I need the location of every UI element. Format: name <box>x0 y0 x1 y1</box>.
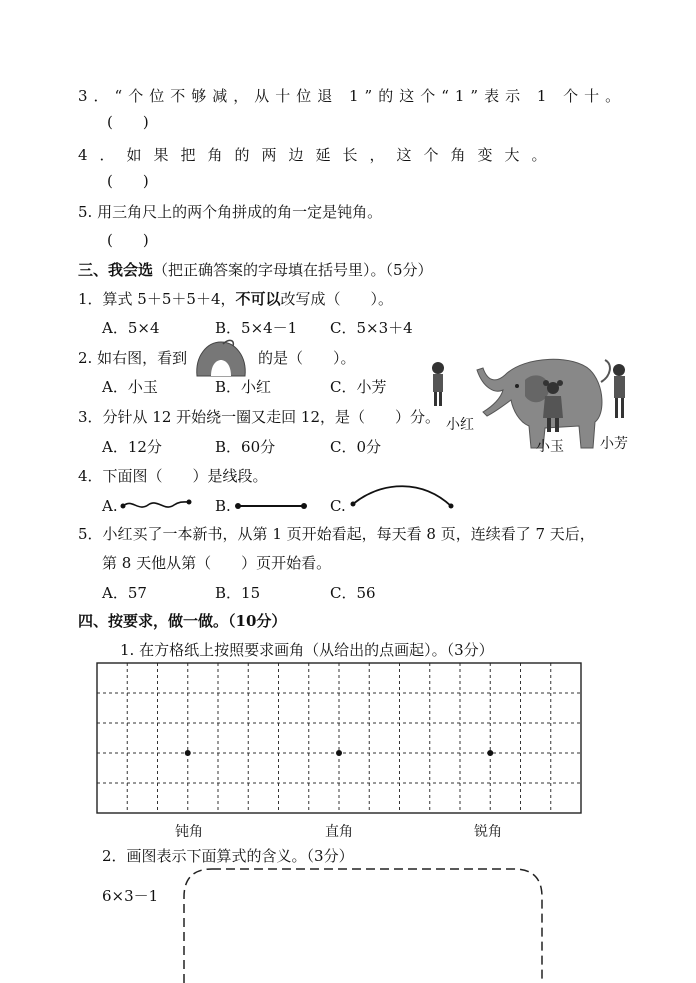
choice-q1-stem: 1．算式 5＋5＋5＋4，不可以改写成（ ）。 <box>78 290 394 308</box>
choice-q2-option-b: B．小红 <box>215 378 272 396</box>
judge-q4-text: 4．如果把角的两边延长，这个角变大。 <box>78 146 559 164</box>
choice-q5-option-a: A．57 <box>102 584 147 602</box>
line-segment-figure <box>234 496 308 514</box>
choice-q3-option-b: B．60分 <box>215 438 276 456</box>
choice-q4-option-c: C. <box>330 497 346 515</box>
elephant-back-view-icon <box>193 336 249 378</box>
choice-q2-option-c: C．小芳 <box>330 378 387 396</box>
grid-label-obtuse: 钝角 <box>175 824 203 840</box>
choice-q3-stem: 3．分针从 12 开始绕一圈又走回 12，是（ ）分。 <box>78 408 441 426</box>
drawing-answer-box[interactable] <box>182 867 544 983</box>
figure-label-xiaoyu: 小玉 <box>536 439 564 455</box>
choice-q4-option-a: A. <box>102 497 118 515</box>
choice-q1-option-b: B．5×4－1 <box>215 319 298 337</box>
choice-q5-option-b: B．15 <box>215 584 261 602</box>
judge-q3-text: 3．“个位不够减，从十位退 1”的这个“1”表示 1 个十。 <box>78 87 627 105</box>
grid-label-right: 直角 <box>325 824 353 840</box>
grid-label-acute: 锐角 <box>474 824 502 840</box>
grid-start-point-obtuse[interactable] <box>185 750 191 756</box>
grid-start-point-right[interactable] <box>336 750 342 756</box>
judge-q5-text: 5. 用三角尺上的两个角拼成的角一定是钝角。 <box>78 203 383 221</box>
draw-q1-instruction: 1. 在方格纸上按照要求画角（从给出的点画起）。（3分） <box>120 641 494 659</box>
choice-q4-option-b: B. <box>215 497 231 515</box>
section4-heading: 四、按要求，做一做。（10分） <box>78 612 287 630</box>
judge-q3-answer-paren[interactable]: ( ) <box>107 113 149 131</box>
choice-q5-stem-line1: 5．小红买了一本新书，从第 1 页开始看起，每天看 8 页，连续看了 7 天后， <box>78 525 595 543</box>
curved-line-figure <box>348 478 456 512</box>
choice-q5-option-c: C．56 <box>330 584 376 602</box>
draw-q2-instruction: 2．画图表示下面算式的含义。（3分） <box>102 847 354 865</box>
draw-q2-expression: 6×3－1 <box>102 887 159 905</box>
figure-label-xiaofang: 小芳 <box>600 436 628 452</box>
choice-q1-option-a: A．5×4 <box>102 319 160 337</box>
section3-heading: 三、我会选（把正确答案的字母填在括号里）。（5分） <box>78 261 433 279</box>
judge-q5-answer-paren[interactable]: ( ) <box>107 231 149 249</box>
wavy-line-figure <box>120 496 192 514</box>
choice-q2-stem-start: 2. 如右图，看到 <box>78 349 188 367</box>
judge-q4-answer-paren[interactable]: ( ) <box>107 172 149 190</box>
choice-q4-stem: 4．下面图（ ）是线段。 <box>78 467 268 485</box>
choice-q3-option-a: A．12分 <box>102 438 162 456</box>
choice-q5-stem-line2: 第 8 天他从第（ ）页开始看。 <box>102 554 332 572</box>
choice-q2-option-a: A．小玉 <box>102 378 158 396</box>
grid-paper[interactable] <box>96 662 582 814</box>
choice-q2-stem-end: 的是（ ）。 <box>258 349 356 367</box>
choice-q1-option-c: C．5×3＋4 <box>330 319 413 337</box>
figure-label-xiaohong: 小红 <box>446 417 474 433</box>
grid-start-point-acute[interactable] <box>487 750 493 756</box>
choice-q3-option-c: C．0分 <box>330 438 382 456</box>
